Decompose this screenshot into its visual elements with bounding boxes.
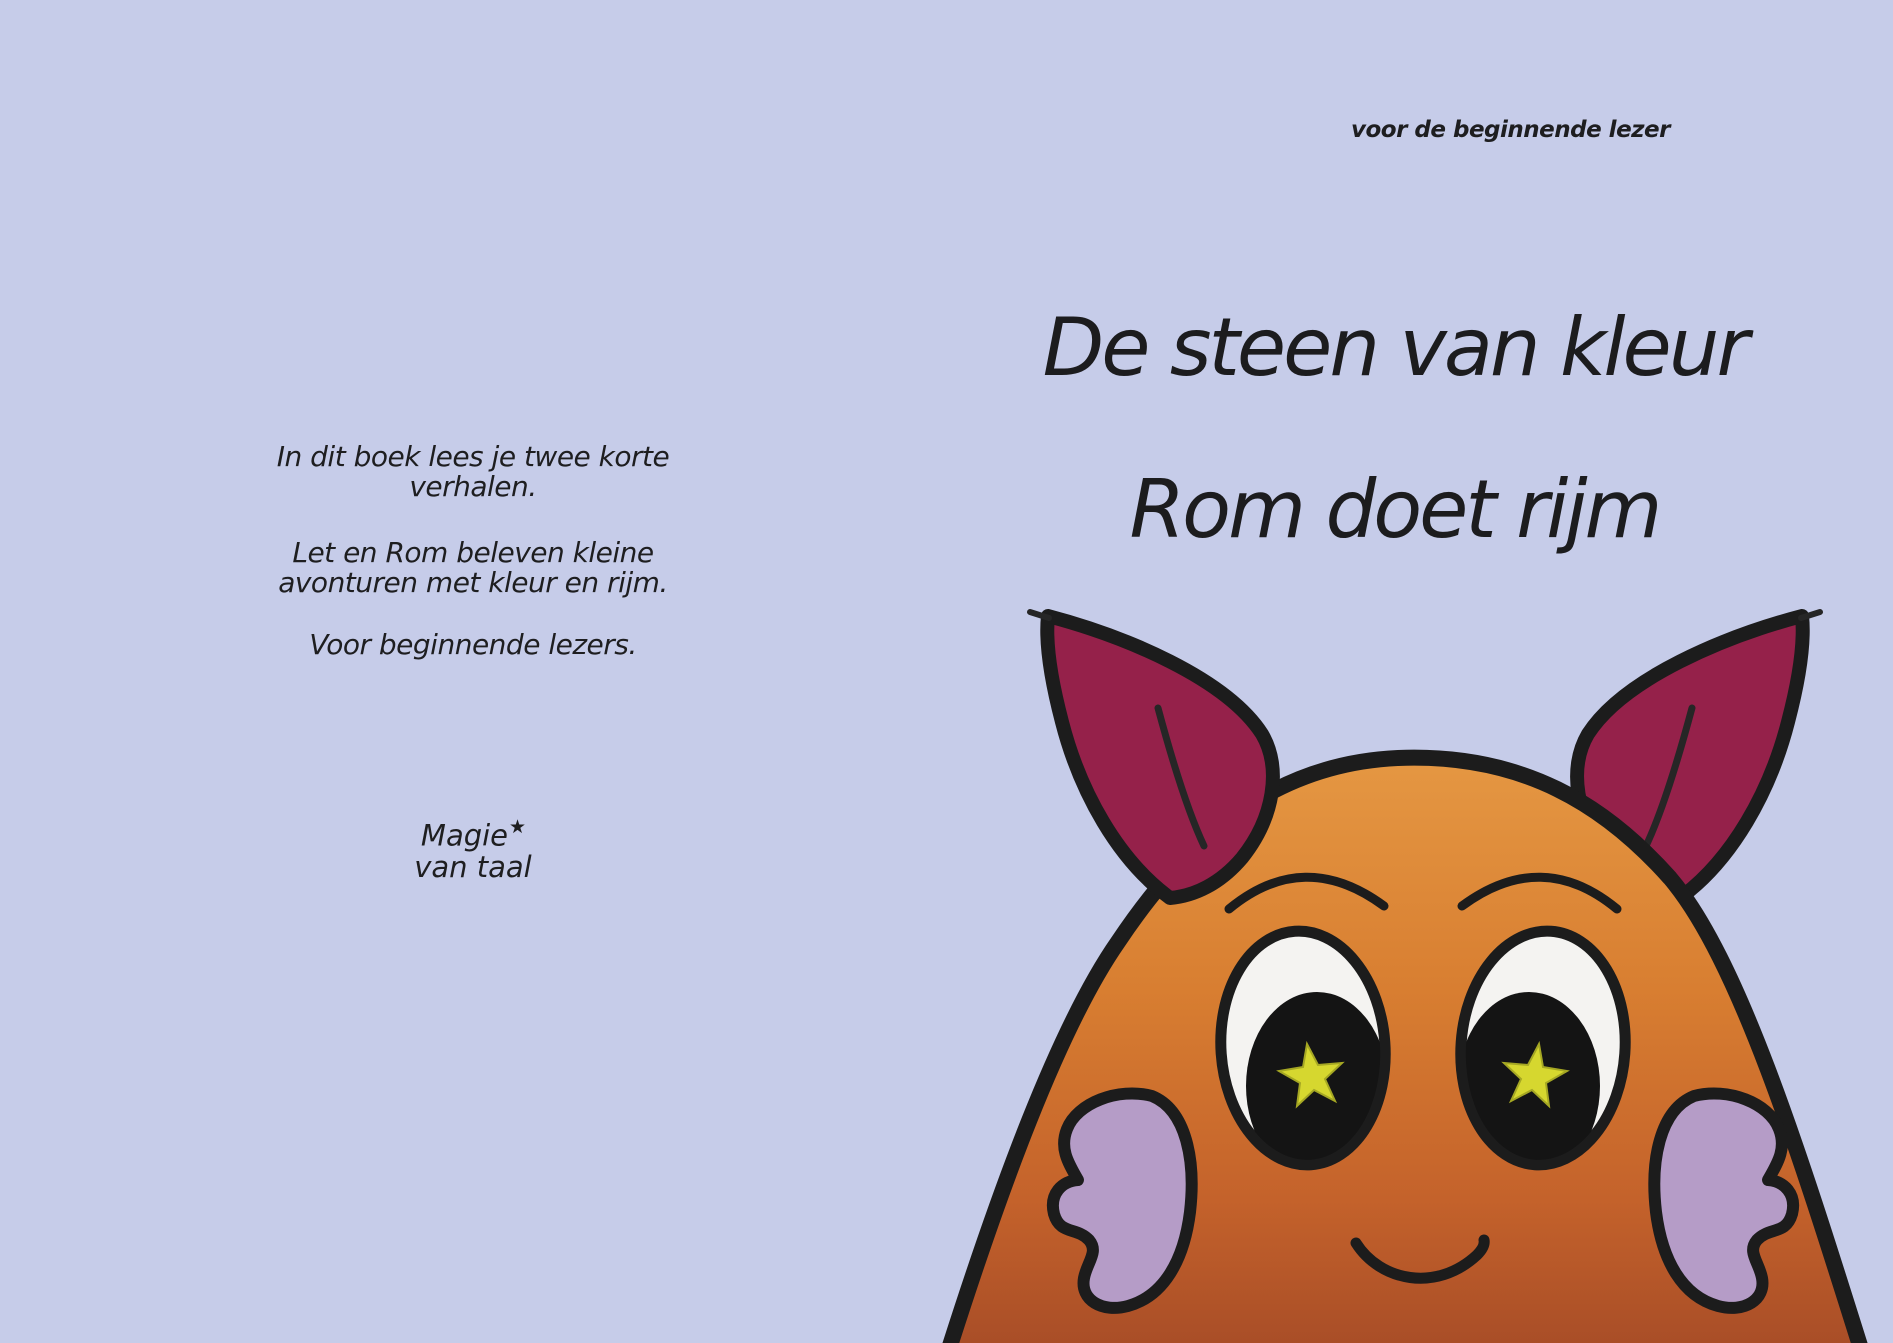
book-title-line1: De steen van kleur <box>1042 301 1747 394</box>
blurb-intro-line2: verhalen. <box>409 470 537 503</box>
blurb-audience: Voor beginnende lezers. <box>309 628 637 661</box>
blurb-middle-line1: Let en Rom beleven kleine <box>292 536 654 569</box>
publisher-name: Magie <box>420 818 509 853</box>
star-icon: ★ <box>509 816 527 838</box>
blurb-intro-line1: In dit boek lees je twee korte <box>276 440 670 473</box>
publisher-tagline: van taal <box>414 849 532 884</box>
left-ear <box>1030 612 1273 898</box>
blurb-middle-line2: avonturen met kleur en rijm. <box>278 566 668 599</box>
book-title-line2: Rom doet rijm <box>1129 463 1660 556</box>
reader-level-tagline: voor de beginnende lezer <box>1350 117 1670 143</box>
